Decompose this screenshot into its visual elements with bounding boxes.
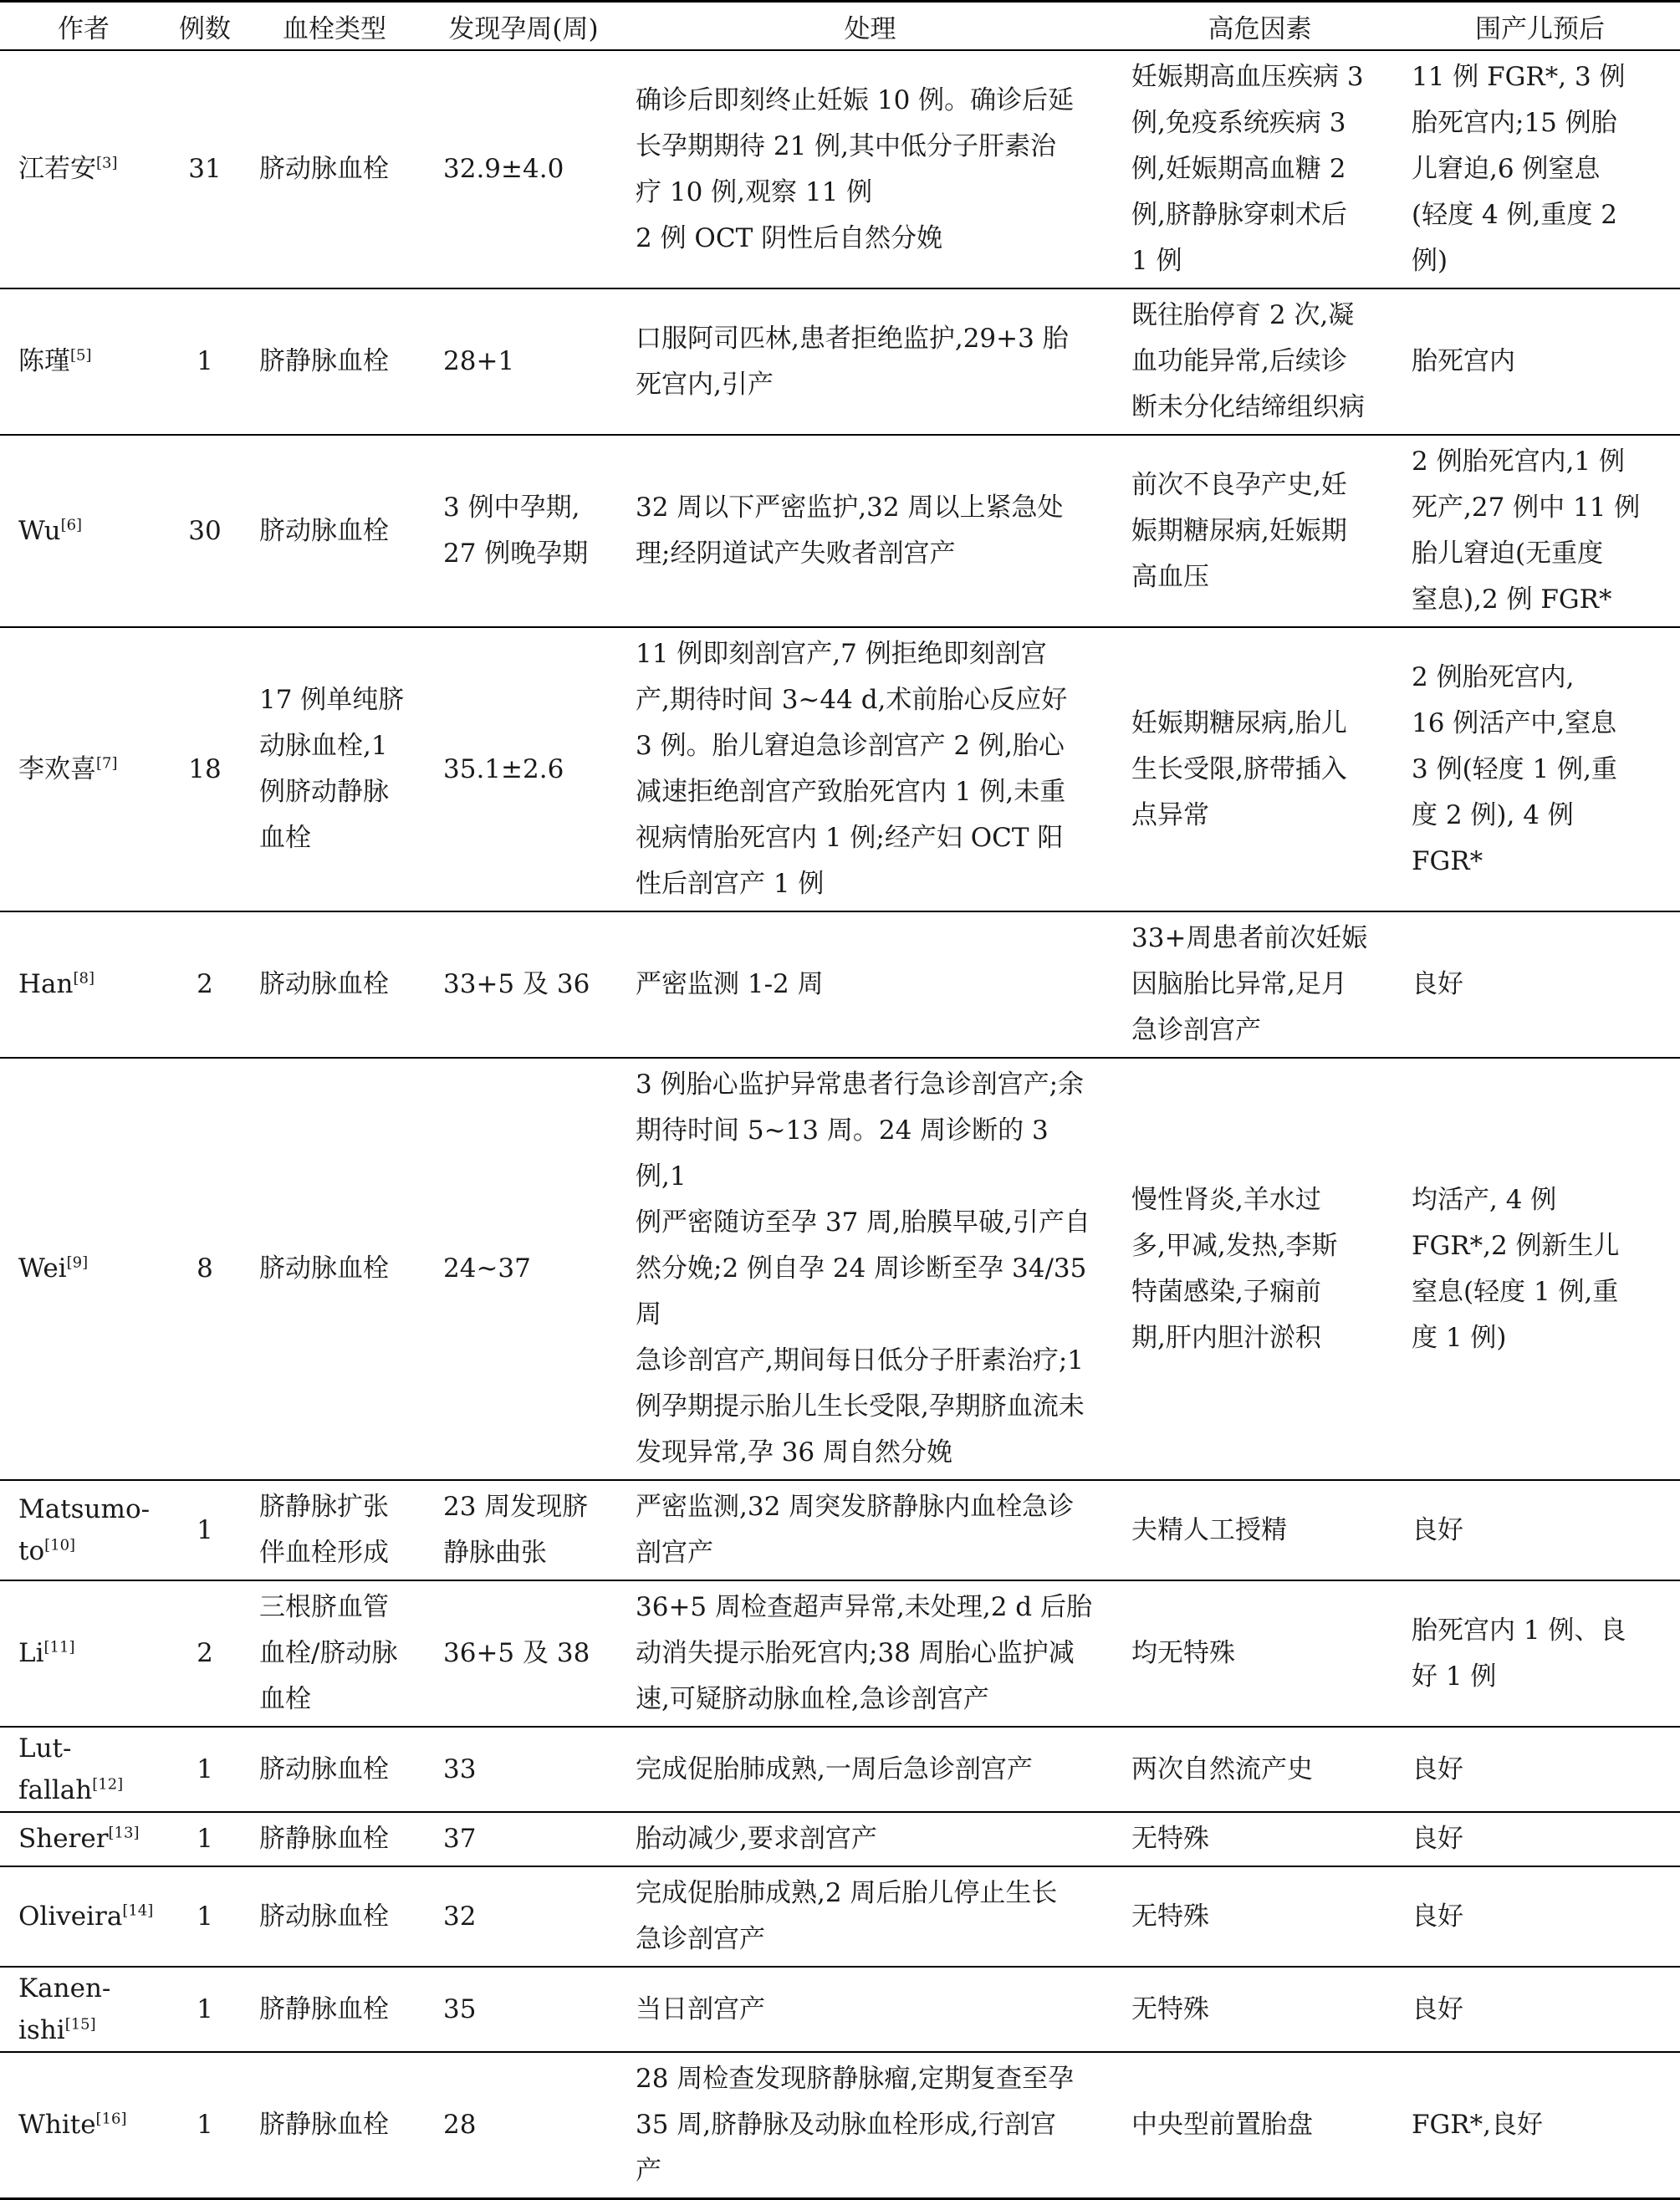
table-row: [0, 1480, 1680, 1580]
table-cell-author-text: Lut- fallah: [18, 1733, 93, 1805]
table-cell-cases: [167, 1480, 243, 1580]
table-cell-author-text: Sherer: [18, 1824, 109, 1854]
table-cell-treatment: [620, 1866, 1120, 1967]
table-cell-thrombus-type-text: 脐动脉血栓: [259, 154, 389, 184]
table-cell-treatment-text: 32 周以下严密监护,32 周以上紧急处 理;经阴道试产失败者剖宫产: [636, 493, 1064, 569]
table-cell-prognosis: [1400, 288, 1680, 435]
table-cell-author-text: White: [18, 2110, 96, 2140]
table-cell-risk-factors: [1120, 911, 1400, 1058]
table-cell-thrombus-type: [243, 2052, 426, 2199]
citation-reference: [8]: [73, 969, 94, 988]
table-cell-treatment: [620, 1058, 1120, 1480]
table-cell-cases: [167, 435, 243, 627]
table-cell-risk-factors-text: 无特殊: [1131, 1993, 1209, 2024]
table-cell-author: [0, 1580, 167, 1727]
table-cell-treatment-text: 完成促胎肺成熟,2 周后胎儿停止生长 急诊剖宫产: [636, 1878, 1058, 1954]
table-cell-risk-factors-text: 无特殊: [1131, 1824, 1209, 1854]
table-cell-thrombus-type: [243, 1480, 426, 1580]
table-cell-prognosis: [1400, 1480, 1680, 1580]
table-cell-author: [0, 1058, 167, 1480]
table-cell-gestational-week-text: 36+5 及 38: [443, 1638, 590, 1668]
table-cell-treatment: [620, 911, 1120, 1058]
table-cell-gestational-week-text: 23 周发现脐 静脉曲张: [443, 1492, 589, 1568]
table-cell-cases: [167, 1580, 243, 1727]
table-cell-prognosis-text: 良好: [1412, 1993, 1463, 2024]
table-cell-prognosis: [1400, 911, 1680, 1058]
table-cell-cases: [167, 1058, 243, 1480]
table-cell-thrombus-type: [243, 1727, 426, 1812]
table-row: [0, 288, 1680, 435]
table-cell-thrombus-type-text: 脐动脉血栓: [259, 1253, 389, 1284]
table-cell-gestational-week: [426, 50, 620, 288]
table-cell-gestational-week: [426, 1727, 620, 1812]
table-cell-thrombus-type-text: 脐动脉血栓: [259, 969, 389, 999]
table-cell-cases-text: 1: [197, 1514, 213, 1545]
table-cell-cases-text: 2: [197, 969, 213, 999]
citation-reference: [3]: [96, 154, 118, 172]
table-cell-thrombus-type-text: 三根脐血管 血栓/脐动脉 血栓: [259, 1592, 398, 1714]
table-row: [0, 50, 1680, 288]
table-header-row: [0, 2, 1680, 51]
table-cell-prognosis: [1400, 1967, 1680, 2052]
table-cell-treatment: [620, 2052, 1120, 2199]
table-cell-treatment: [620, 288, 1120, 435]
table-cell-risk-factors-text: 两次自然流产史: [1131, 1753, 1313, 1784]
table-cell-treatment-text: 3 例胎心监护异常患者行急诊剖宫产;余 期待时间 5~13 周。24 周诊断的 3 例,1 例严密随访至孕 37 周,胎膜早破,引产自 然分娩;2 例自孕 24 周诊断至孕 34/35 周 急诊剖宫产,期间每日低分子肝素治疗;1 例孕期提示胎儿生长受限,孕期脐血流未 发现异常,孕 36 周自然分娩: [636, 1069, 1090, 1468]
citation-reference: [13]: [108, 1824, 140, 1842]
table-cell-gestational-week-text: 33: [443, 1753, 477, 1784]
table-cell-gestational-week: [426, 1866, 620, 1967]
table-cell-author-text: Kanen- ishi: [18, 1973, 111, 2045]
table-cell-treatment-text: 口服阿司匹林,患者拒绝监护,29+3 胎 死宫内,引产: [636, 323, 1069, 400]
table-row: [0, 627, 1680, 911]
table-cell-treatment: [620, 1727, 1120, 1812]
table-cell-author: [0, 2052, 167, 2199]
table-cell-prognosis: [1400, 1812, 1680, 1866]
table-cell-cases: [167, 627, 243, 911]
table-cell-gestational-week-text: 24~37: [443, 1253, 531, 1284]
table-cell-prognosis-text: 胎死宫内: [1412, 346, 1515, 376]
table-cell-thrombus-type-text: 17 例单纯脐 动脉血栓,1 例脐动静脉 血栓: [259, 685, 405, 853]
citation-reference: [6]: [60, 516, 83, 534]
header-risk-factors: 高危因素: [1120, 2, 1400, 51]
table-cell-cases-text: 18: [188, 753, 222, 784]
table-cell-treatment-text: 28 周检查发现脐静脉瘤,定期复查至孕 35 周,脐静脉及动脉血栓形成,行剖宫 产: [636, 2064, 1075, 2186]
table-cell-risk-factors-text: 夫精人工授精: [1131, 1514, 1287, 1545]
citation-reference: [16]: [95, 2110, 127, 2128]
table-row: [0, 911, 1680, 1058]
table-cell-cases: [167, 288, 243, 435]
table-cell-thrombus-type: [243, 627, 426, 911]
table-cell-treatment-text: 胎动减少,要求剖宫产: [636, 1824, 877, 1854]
table-cell-prognosis-text: 11 例 FGR*, 3 例 胎死宫内;15 例胎 儿窘迫,6 例窒息 (轻度 4 例,重度 2 例): [1412, 62, 1626, 276]
table-cell-treatment: [620, 435, 1120, 627]
table-cell-treatment: [620, 1580, 1120, 1727]
table-cell-thrombus-type-text: 脐动脉血栓: [259, 515, 389, 546]
table-cell-prognosis: [1400, 1058, 1680, 1480]
table-cell-thrombus-type: [243, 1812, 426, 1866]
table-cell-risk-factors: [1120, 1866, 1400, 1967]
table-cell-gestational-week-text: 3 例中孕期, 27 例晚孕期: [443, 493, 589, 569]
table-cell-prognosis-text: 良好: [1412, 1514, 1463, 1545]
table-cell-risk-factors-text: 无特殊: [1131, 1901, 1209, 1932]
table-cell-cases-text: 1: [197, 1901, 213, 1932]
header-gestational-week: 发现孕周(周): [426, 2, 620, 51]
table-cell-author-text: Han: [18, 969, 74, 999]
table-cell-cases-text: 1: [197, 1753, 213, 1784]
table-cell-prognosis: [1400, 627, 1680, 911]
table-cell-gestational-week-text: 28+1: [443, 346, 515, 376]
table-cell-treatment: [620, 1967, 1120, 2052]
table-cell-thrombus-type: [243, 288, 426, 435]
table-cell-gestational-week: [426, 288, 620, 435]
table-cell-thrombus-type-text: 脐静脉血栓: [259, 1993, 389, 2024]
table-cell-treatment-text: 11 例即刻剖宫产,7 例拒绝即刻剖宫 产,期待时间 3~44 d,术前胎心反应好 3 例。胎儿窘迫急诊剖宫产 2 例,胎心 减速拒绝剖宫产致胎死宫内 1 例,未重 视病情胎死宫内 1 例;经产妇 OCT 阳 性后剖宫产 1 例: [636, 639, 1068, 899]
table-cell-author: [0, 1727, 167, 1812]
table-cell-risk-factors: [1120, 1812, 1400, 1866]
table-cell-treatment-text: 完成促胎肺成熟,一周后急诊剖宫产: [636, 1753, 1033, 1784]
table-cell-author-text: Wu: [18, 515, 61, 546]
header-perinatal-prognosis: 围产儿预后: [1400, 2, 1680, 51]
citation-reference: [10]: [44, 1536, 76, 1554]
table-cell-author-text: Oliveira: [18, 1901, 123, 1932]
table-cell-risk-factors: [1120, 1480, 1400, 1580]
table-cell-prognosis-text: 胎死宫内 1 例、良 好 1 例: [1412, 1615, 1626, 1692]
table-cell-treatment: [620, 1480, 1120, 1580]
table-cell-author: [0, 435, 167, 627]
table-row: [0, 1580, 1680, 1727]
table-cell-gestational-week-text: 32: [443, 1901, 477, 1932]
table-cell-author-text: 李欢喜: [18, 753, 96, 784]
table-cell-gestational-week-text: 35: [443, 1993, 477, 2024]
table-cell-author: [0, 288, 167, 435]
table-cell-cases-text: 2: [197, 1638, 213, 1668]
table-cell-treatment-text: 确诊后即刻终止妊娠 10 例。确诊后延 长孕期期待 21 例,其中低分子肝素治 疗 10 例,观察 11 例 2 例 OCT 阴性后自然分娩: [636, 84, 1075, 253]
table-cell-author-text: Wei: [18, 1253, 67, 1284]
table-cell-thrombus-type: [243, 1058, 426, 1480]
citation-reference: [14]: [122, 1901, 154, 1920]
table-cell-risk-factors: [1120, 1727, 1400, 1812]
table-cell-prognosis-text: 良好: [1412, 1824, 1463, 1854]
table-cell-gestational-week-text: 37: [443, 1824, 477, 1854]
table-cell-prognosis: [1400, 1580, 1680, 1727]
table-cell-gestational-week: [426, 435, 620, 627]
table-cell-cases-text: 30: [188, 515, 222, 546]
table-cell-gestational-week: [426, 1967, 620, 2052]
table-cell-treatment-text: 严密监测 1-2 周: [636, 969, 824, 999]
table-cell-gestational-week: [426, 627, 620, 911]
table-cell-risk-factors-text: 既往胎停育 2 次,凝 血功能异常,后续诊 断未分化结缔组织病: [1131, 300, 1365, 422]
table-cell-gestational-week: [426, 2052, 620, 2199]
table-cell-prognosis: [1400, 2052, 1680, 2199]
table-cell-thrombus-type-text: 脐动脉血栓: [259, 1901, 389, 1932]
table-cell-thrombus-type: [243, 1967, 426, 2052]
table-cell-prognosis-text: FGR*,良好: [1412, 2110, 1543, 2140]
table-cell-prognosis-text: 良好: [1412, 1753, 1463, 1784]
table-cell-risk-factors-text: 前次不良孕产史,妊 娠期糖尿病,妊娠期 高血压: [1131, 469, 1347, 592]
table-cell-thrombus-type-text: 脐静脉血栓: [259, 1824, 389, 1854]
table-cell-gestational-week: [426, 1580, 620, 1727]
table-cell-author-text: 江若安: [18, 154, 96, 184]
table-cell-risk-factors: [1120, 435, 1400, 627]
table-cell-risk-factors: [1120, 1058, 1400, 1480]
table-cell-gestational-week: [426, 911, 620, 1058]
table-cell-author: [0, 1866, 167, 1967]
table-cell-treatment: [620, 627, 1120, 911]
table-cell-author: [0, 911, 167, 1058]
table-cell-thrombus-type: [243, 911, 426, 1058]
table-cell-cases-text: 1: [197, 1993, 213, 2024]
table-cell-thrombus-type: [243, 1866, 426, 1967]
table-cell-cases-text: 31: [188, 154, 222, 184]
table-cell-prognosis: [1400, 1866, 1680, 1967]
table-row: [0, 1812, 1680, 1866]
table-cell-risk-factors-text: 妊娠期高血压疾病 3 例,免疫系统疾病 3 例,妊娠期高血糖 2 例,脐静脉穿刺术后 1 例: [1131, 62, 1364, 276]
table-cell-thrombus-type-text: 脐静脉血栓: [259, 2110, 389, 2140]
table-cell-thrombus-type-text: 脐静脉扩张 伴血栓形成: [259, 1492, 389, 1568]
table-cell-thrombus-type-text: 脐静脉血栓: [259, 346, 389, 376]
table-cell-author: [0, 1480, 167, 1580]
table-row: [0, 1058, 1680, 1480]
table-cell-gestational-week: [426, 1812, 620, 1866]
table-cell-risk-factors: [1120, 1580, 1400, 1727]
table-cell-prognosis-text: 2 例胎死宫内, 16 例活产中,窒息 3 例(轻度 1 例,重 度 2 例), 4 例 FGR*: [1412, 661, 1617, 876]
table-cell-cases-text: 1: [197, 1824, 213, 1854]
table-cell-gestational-week-text: 35.1±2.6: [443, 753, 564, 784]
table-cell-cases: [167, 1866, 243, 1967]
table-cell-treatment: [620, 50, 1120, 288]
citation-reference: [15]: [64, 2015, 96, 2034]
citation-reference: [7]: [96, 754, 118, 773]
citation-reference: [5]: [70, 346, 92, 365]
table-cell-author-text: 陈瑾: [18, 346, 70, 376]
header-author: 作者: [0, 2, 167, 51]
header-cases: 例数: [167, 2, 243, 51]
table-cell-cases: [167, 2052, 243, 2199]
table-cell-risk-factors-text: 均无特殊: [1131, 1638, 1235, 1668]
table-cell-risk-factors-text: 中央型前置胎盘: [1131, 2110, 1313, 2140]
table-cell-prognosis-text: 2 例胎死宫内,1 例 死产,27 例中 11 例 胎儿窘迫(无重度 窒息),2 例 FGR*: [1412, 447, 1641, 615]
table-cell-author-text: Matsumo- to: [18, 1494, 151, 1566]
table-cell-author: [0, 50, 167, 288]
table-cell-prognosis: [1400, 50, 1680, 288]
table-cell-thrombus-type: [243, 50, 426, 288]
table-row: [0, 1866, 1680, 1967]
citation-reference: [9]: [66, 1253, 89, 1272]
table-cell-treatment-text: 36+5 周检查超声异常,未处理,2 d 后胎 动消失提示胎死宫内;38 周胎心监护减 速,可疑脐动脉血栓,急诊剖宫产: [636, 1592, 1092, 1714]
header-treatment: 处理: [620, 2, 1120, 51]
table-cell-risk-factors: [1120, 2052, 1400, 2199]
table-cell-author: [0, 627, 167, 911]
table-cell-risk-factors: [1120, 50, 1400, 288]
table-cell-treatment: [620, 1812, 1120, 1866]
table-cell-cases: [167, 1812, 243, 1866]
citation-reference: [12]: [92, 1775, 124, 1794]
table-cell-cases-text: 1: [197, 346, 213, 376]
table-cell-cases: [167, 1967, 243, 2052]
table-row: [0, 2052, 1680, 2199]
table-row: [0, 1967, 1680, 2052]
table-cell-risk-factors: [1120, 288, 1400, 435]
table-cell-risk-factors: [1120, 627, 1400, 911]
table-cell-author: [0, 1812, 167, 1866]
table-cell-risk-factors-text: 33+周患者前次妊娠 因脑胎比异常,足月 急诊剖宫产: [1131, 923, 1368, 1045]
table-cell-gestational-week: [426, 1480, 620, 1580]
table-cell-gestational-week-text: 32.9±4.0: [443, 154, 564, 184]
table-cell-risk-factors-text: 妊娠期糖尿病,胎儿 生长受限,脐带插入 点异常: [1131, 707, 1347, 830]
table-cell-thrombus-type-text: 脐动脉血栓: [259, 1753, 389, 1784]
table-cell-treatment-text: 严密监测,32 周突发脐静脉内血栓急诊 剖宫产: [636, 1492, 1075, 1568]
table-cell-prognosis-text: 良好: [1412, 1901, 1463, 1932]
table-cell-author: [0, 1967, 167, 2052]
table-cell-prognosis-text: 良好: [1412, 969, 1463, 999]
table-cell-risk-factors-text: 慢性肾炎,羊水过 多,甲减,发热,李斯 特菌感染,子痫前 期,肝内胆汁淤积: [1131, 1184, 1338, 1353]
table-cell-thrombus-type: [243, 435, 426, 627]
table-cell-thrombus-type: [243, 1580, 426, 1727]
table-cell-gestational-week-text: 33+5 及 36: [443, 969, 590, 999]
table-cell-cases-text: 1: [197, 2110, 213, 2140]
table-cell-cases: [167, 911, 243, 1058]
citation-reference: [11]: [43, 1638, 75, 1656]
table-cell-cases: [167, 50, 243, 288]
table-cell-gestational-week-text: 28: [443, 2110, 477, 2140]
table-cell-prognosis: [1400, 435, 1680, 627]
table-cell-cases: [167, 1727, 243, 1812]
table-cell-risk-factors: [1120, 1967, 1400, 2052]
table-row: [0, 435, 1680, 627]
table-row: [0, 1727, 1680, 1812]
header-thrombus-type: 血栓类型: [243, 2, 426, 51]
table-cell-cases-text: 8: [197, 1253, 213, 1284]
table-cell-prognosis: [1400, 1727, 1680, 1812]
table-cell-gestational-week: [426, 1058, 620, 1480]
table-cell-author-text: Li: [18, 1638, 44, 1668]
table-cell-prognosis-text: 均活产, 4 例 FGR*,2 例新生儿 窒息(轻度 1 例,重 度 1 例): [1412, 1184, 1620, 1353]
table-cell-treatment-text: 当日剖宫产: [636, 1993, 765, 2024]
